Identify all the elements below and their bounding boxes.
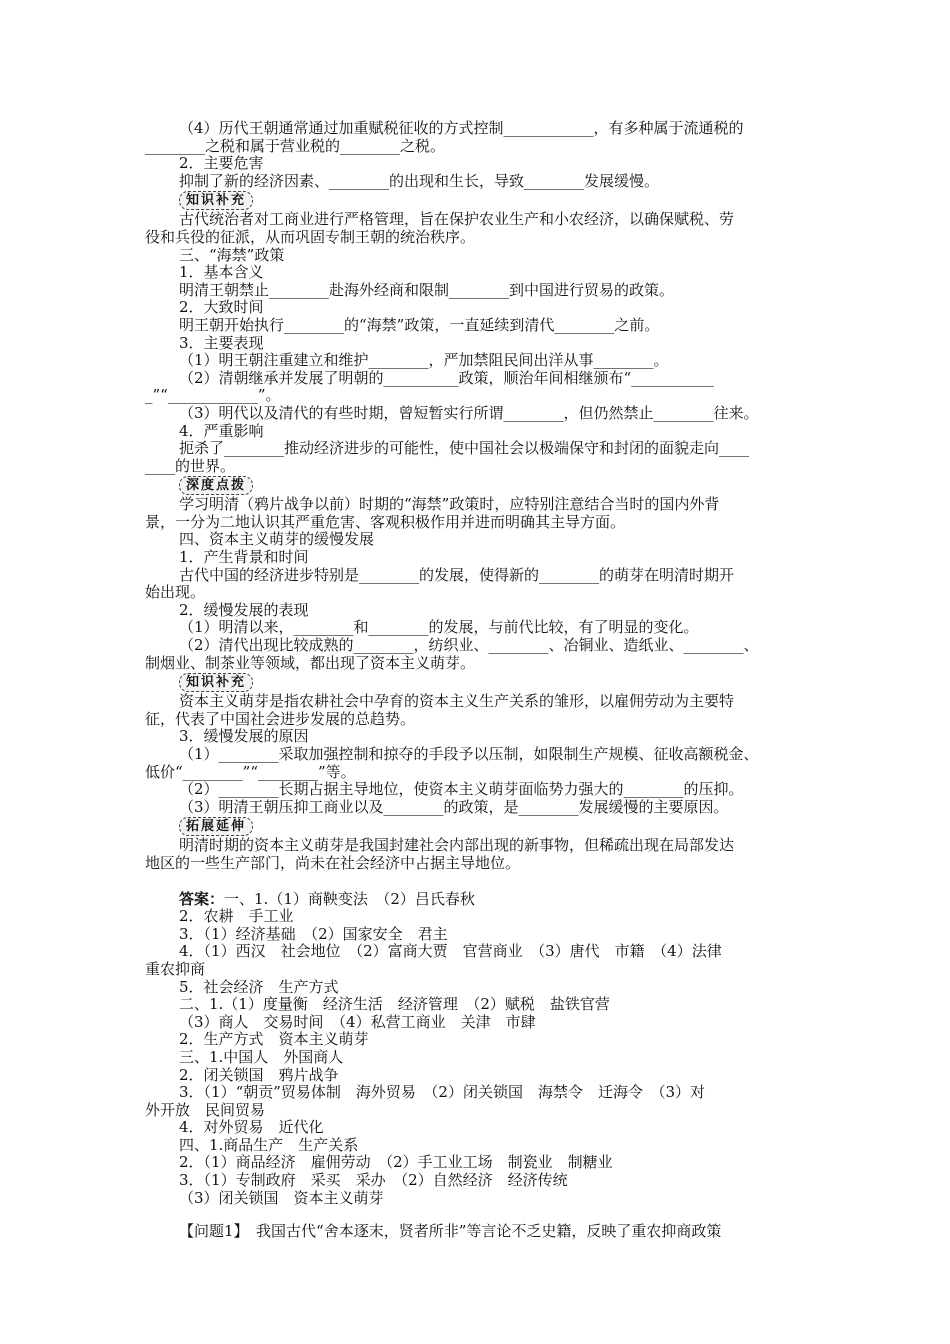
text-line: 制烟业、制茶业等领域，都出现了资本主义萌芽。 [145,653,476,672]
text-line: 学习明清（鸦片战争以前）时期的“海禁”政策时，应特别注意结合当时的国内外背 [179,495,720,514]
text-line: 役和兵役的征派，从而巩固专制王朝的统治秩序。 [145,227,476,246]
text-line: 征，代表了中国社会进步发展的总趋势。 [145,709,416,728]
answer-line: 三、1.中国人 外国商人 [179,1047,344,1066]
text-line: 2．主要危害 [179,154,264,173]
section-heading: 四、资本主义萌芽的缓慢发展 [179,530,375,549]
text-line: （2）________长期占据主导地位，使资本主义萌芽面临势力强大的________的压抑。 [179,780,744,799]
text-line: （2）清朝继承并发展了明朝的__________政策，顺治年间相继颁布“___________ [179,368,714,387]
text-line: 明王朝开始执行________的“海禁”政策，一直延续到清代________之前。 [179,315,660,334]
answer-line: 3．（1）经济基础 （2）国家安全 君主 [179,924,448,943]
text-line: 明清王朝禁止________赴海外经商和限制________到中国进行贸易的政策。 [179,280,675,299]
document-content [145,120,810,1241]
text-line: 2．缓慢发展的表现 [179,600,309,619]
text-line: 明清时期的资本主义萌芽是我国封建社会内部出现的新事物，但稀疏出现在局部发达 [179,836,735,855]
text-line: 3．主要表现 [179,333,264,352]
text-line: 资本主义萌芽是指农耕社会中孕育的资本主义生产关系的雏形，以雇佣劳动为主要特 [179,692,735,711]
answer-line: 5．社会经济 生产方式 [179,977,339,996]
answer-line: 2．闭关锁国 鸦片战争 [179,1065,339,1084]
answer-line: 2．（1）商品经济 雇佣劳动 （2）手工业工场 制瓷业 制糖业 [179,1153,613,1172]
text-line: _”“____________”。 [145,386,281,405]
text-line: 古代中国的经济进步特别是________的发展，使得新的________的萌芽在明清时期开 [179,565,735,584]
text-line: （4）历代王朝通常通过加重赋税征收的方式控制____________，有多种属于流通税的 [179,119,744,137]
text-line: 地区的一些生产部门，尚未在社会经济中占据主导地位。 [145,853,521,872]
badge-extension: 拓展延伸 [179,817,253,836]
answers-first-line [145,891,810,909]
answer-line: 重农抑商 [145,959,206,978]
badge-knowledge-supplement: 知识补充 [179,191,253,210]
text-line: 1．基本含义 [179,263,264,282]
text-line: ________之税和属于营业税的________之税。 [145,136,446,155]
answers-label: 答案： [179,889,225,908]
text-line: （3）明清王朝压抑工商业以及________的政策，是________发展缓慢的主要原因。 [179,797,729,816]
text-line: 低价“________”“________”等。 [145,762,356,781]
answer-line: 4．对外贸易 近代化 [179,1118,324,1137]
answer-line: 2．农耕 手工业 [179,907,294,926]
answer-line: 一、1.（1）商鞅变法 （2）吕氏春秋 [224,889,475,908]
answer-line: （3）闭关锁国 资本主义萌芽 [179,1188,384,1207]
text-line: 1．产生背景和时间 [179,548,309,567]
text-line: （3）明代以及清代的有些时期，曾短暂实行所谓________，但仍然禁止________往来。 [179,403,759,422]
answer-line: 外开放 民间贸易 [145,1100,266,1119]
text-line: （2）清代出现比较成熟的________，纺织业、________、冶铜业、造纸业、________、 [179,636,759,655]
section-heading: 三、“海禁”政策 [179,245,285,264]
text-line: （1）明清以来，________和________的发展，与前代比较，有了明显的变化。 [179,618,699,637]
text-line: 2．大致时间 [179,298,264,317]
answer-line: 3．（1）“朝贡”贸易体制 海外贸易 （2）闭关锁国 海禁令 迁海令 （3）对 [179,1083,706,1102]
text-line: 4．严重影响 [179,421,264,440]
answer-line: （3）商人 交易时间 （4）私营工商业 关津 市肆 [179,1012,536,1031]
badge-deep-insight: 深度点拨 [179,476,253,495]
answer-line: 2．生产方式 资本主义萌芽 [179,1030,369,1049]
text-line: （1）________采取加强控制和掠夺的手段予以压制，如限制生产规模、征收高额税金、 [179,745,759,763]
answer-line: 二、1.（1）度量衡 经济生活 经济管理 （2）赋税 盐铁官营 [179,995,610,1014]
question-line: 【问题1】 我国古代“舍本逐末，贤者所非”等言论不乏史籍，反映了重农抑商政策 [179,1222,722,1241]
text-line: 扼杀了________推动经济进步的可能性，使中国社会以极端保守和封闭的面貌走向____ [179,439,750,458]
text-line: （1）明王朝注重建立和维护________，严加禁阻民间出洋从事________。 [179,351,669,370]
answer-line: 四、1.商品生产 生产关系 [179,1135,359,1154]
text-line: 3．缓慢发展的原因 [179,727,309,746]
text-line: 抑制了新的经济因素、________的出现和生长，导致________发展缓慢。 [179,171,660,190]
text-line: 古代统治者对工商业进行严格管理，旨在保护农业生产和小农经济，以确保赋税、劳 [179,210,735,229]
text-line: 始出现。 [145,583,206,602]
text-line: ____的世界。 [145,456,236,475]
answer-line: 4．（1）西汉 社会地位 （2）富商大贾 官营商业 （3）唐代 市籍 （4）法律 [179,942,722,961]
answer-line: 3．（1）专制政府 采买 采办 （2）自然经济 经济传统 [179,1171,568,1190]
text-line: 景，一分为二地认识其严重危害、客观积极作用并进而明确其主导方面。 [145,512,626,531]
badge-knowledge-supplement: 知识补充 [179,673,253,692]
